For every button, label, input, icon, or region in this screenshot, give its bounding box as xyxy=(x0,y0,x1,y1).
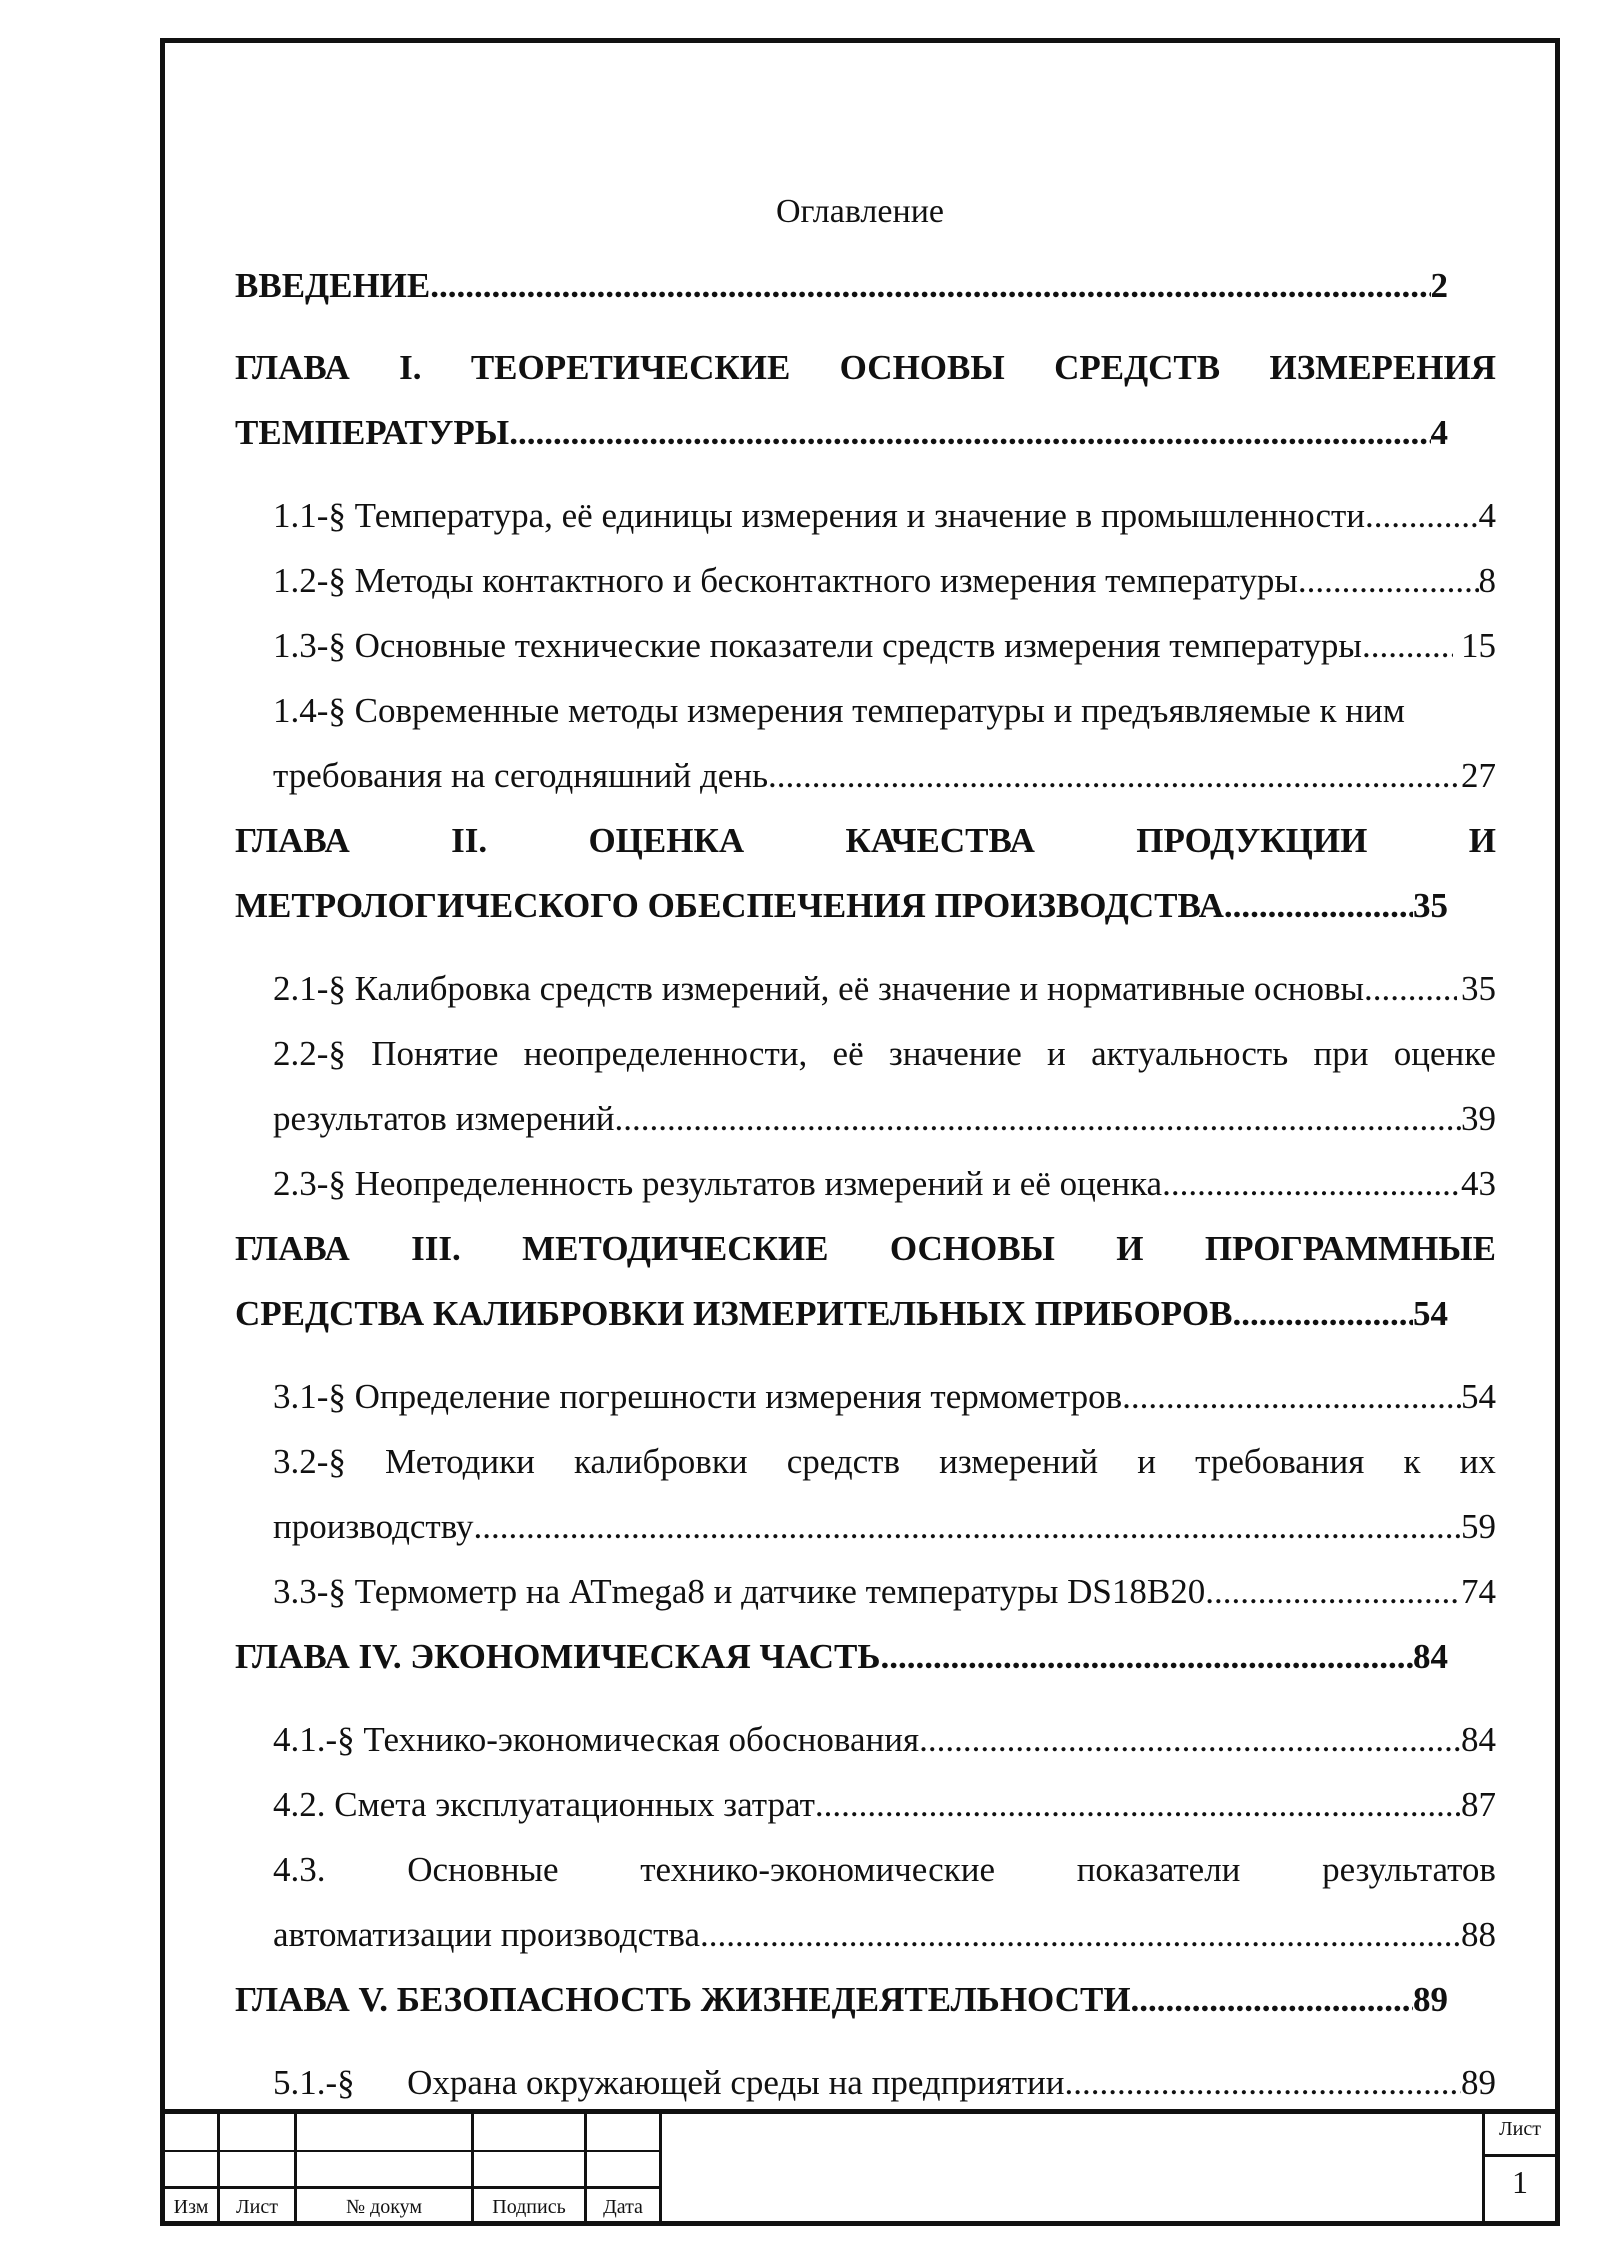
toc-section-3-2-line2[interactable]: производству ..... 59 xyxy=(235,1494,1496,1559)
sheet-number: 1 xyxy=(1512,2164,1528,2200)
toc-word: ПРОГРАММНЫЕ xyxy=(1204,1229,1496,1268)
sheet-number-box xyxy=(1482,2114,1555,2221)
toc-word: и xyxy=(1137,1442,1156,1481)
toc-chapter-3-line1[interactable] xyxy=(235,1216,1496,1281)
toc-section-4-3-line2[interactable]: автоматизации производства ..... 88 xyxy=(235,1902,1496,1967)
toc-word: неопределенности, xyxy=(523,1034,808,1073)
toc-word: I. xyxy=(399,348,422,387)
title-block xyxy=(165,2109,1555,2221)
toc-word: ОСНОВЫ xyxy=(839,348,1005,387)
toc-section-4-1[interactable]: 4.1.-§ Технико-экономическая обоснования ..... 84 xyxy=(235,1707,1496,1772)
toc-entry-intro[interactable]: ВВЕДЕНИЕ ..... 2 xyxy=(235,253,1496,318)
toc-word: показатели xyxy=(1076,1850,1241,1889)
toc-word: И xyxy=(1468,821,1496,860)
toc-word: к xyxy=(1403,1442,1421,1481)
toc-word: 2.2-§ xyxy=(273,1034,346,1073)
toc-chapter-1-line2[interactable]: ТЕМПЕРАТУРЫ ..... 4 xyxy=(235,400,1496,465)
toc-word: технико-экономические xyxy=(640,1850,995,1889)
toc-section-1-4-line1[interactable]: 1.4-§ Современные методы измерения температуры и предъявляемые к ним xyxy=(273,691,1405,730)
toc-word: ГЛАВА xyxy=(235,348,350,387)
toc-word: КАЧЕСТВА xyxy=(845,821,1035,860)
toc-word: ПРОДУКЦИИ xyxy=(1136,821,1368,860)
toc-word: средств xyxy=(786,1442,900,1481)
toc-chapter-2-line1[interactable] xyxy=(235,808,1496,873)
toc-word: СРЕДСТВ xyxy=(1054,348,1221,387)
toc-chapter-2-line2[interactable]: МЕТРОЛОГИЧЕСКОГО ОБЕСПЕЧЕНИЯ ПРОИЗВОДСТВА ..... 35 xyxy=(235,873,1496,938)
toc-section-5-1[interactable]: 5.1.-§ Охрана окружающей среды на предприятии ..... 89 xyxy=(235,2050,1496,2115)
toc-chapter-3-line2[interactable]: СРЕДСТВА КАЛИБРОВКИ ИЗМЕРИТЕЛЬНЫХ ПРИБОРОВ ..... 54 xyxy=(235,1281,1496,1346)
toc-chapter-5[interactable]: ГЛАВА V. БЕЗОПАСНОСТЬ ЖИЗНЕДЕЯТЕЛЬНОСТИ ..... 89 xyxy=(235,1967,1496,2032)
col-date-label: Дата xyxy=(603,2196,643,2218)
toc-word: при xyxy=(1313,1034,1369,1073)
toc-chapter-1-line1[interactable] xyxy=(235,335,1496,400)
toc-word: ГЛАВА xyxy=(235,1229,350,1268)
toc-section-4-2[interactable]: 4.2. Смета эксплуатационных затрат ..... 87 xyxy=(235,1772,1496,1837)
toc-word: И xyxy=(1116,1229,1144,1268)
toc-word: оценке xyxy=(1393,1034,1496,1073)
toc-word: измерений xyxy=(939,1442,1099,1481)
page-frame xyxy=(160,38,1560,2226)
toc-section-2-1[interactable]: 2.1-§ Калибровка средств измерений, её значение и нормативные основы ..... 35 xyxy=(235,956,1496,1021)
col-izm-label: Изм xyxy=(173,2196,209,2218)
toc-word: Методики xyxy=(385,1442,535,1481)
toc-word: значение xyxy=(888,1034,1022,1073)
toc-section-1-3[interactable]: 1.3-§ Основные технические показатели средств измерения температуры ..... 15 xyxy=(235,613,1496,678)
col-signature-label: Подпись xyxy=(492,2196,566,2218)
toc-chapter-4[interactable]: ГЛАВА IV. ЭКОНОМИЧЕСКАЯ ЧАСТЬ ..... 84 xyxy=(235,1624,1496,1689)
toc-section-4-3-line1[interactable] xyxy=(235,1837,1496,1902)
toc-section-3-2-line1[interactable] xyxy=(235,1429,1496,1494)
toc-word: результатов xyxy=(1322,1850,1496,1889)
toc-word: требования xyxy=(1195,1442,1365,1481)
toc-section-2-3[interactable]: 2.3-§ Неопределенность результатов измерений и её оценка ..... 43 xyxy=(235,1151,1496,1216)
toc-word: ИЗМЕРЕНИЯ xyxy=(1269,348,1496,387)
toc-section-2-2-line2[interactable]: результатов измерений ..... 39 xyxy=(235,1086,1496,1151)
toc-word: ГЛАВА xyxy=(235,821,350,860)
toc-word: Основные xyxy=(407,1850,559,1889)
toc-section-1-4-line2[interactable]: требования на сегодняшний день ..... 27 xyxy=(235,743,1496,808)
toc-section-3-1[interactable]: 3.1-§ Определение погрешности измерения термометров ..... 54 xyxy=(235,1364,1496,1429)
toc-word: II. xyxy=(451,821,488,860)
toc-section-2-2-line1[interactable] xyxy=(235,1021,1496,1086)
toc-word: и xyxy=(1047,1034,1066,1073)
col-doc-number-label: № докум xyxy=(345,2196,423,2218)
col-list-label: Лист xyxy=(236,2196,278,2218)
toc-word: Понятие xyxy=(371,1034,499,1073)
toc-word: актуальность xyxy=(1091,1034,1289,1073)
toc-word: их xyxy=(1459,1442,1496,1481)
toc-section-1-2[interactable]: 1.2-§ Методы контактного и бесконтактного измерения температуры ..... 8 xyxy=(235,548,1496,613)
sheet-label: Лист xyxy=(1499,2118,1541,2140)
toc-word: калибровки xyxy=(573,1442,748,1481)
toc-word: 3.2-§ xyxy=(273,1442,346,1481)
toc-word: III. xyxy=(411,1229,461,1268)
toc-word: 4.3. xyxy=(273,1850,326,1889)
table-of-contents xyxy=(235,253,1496,2115)
toc-section-3-3[interactable]: 3.3-§ Термометр на ATmega8 и датчике температуры DS18B20 ..... 74 xyxy=(235,1559,1496,1624)
toc-word: ОЦЕНКА xyxy=(588,821,745,860)
page-title: Оглавление xyxy=(776,193,944,230)
toc-word: МЕТОДИЧЕСКИЕ xyxy=(522,1229,829,1268)
toc-word: её xyxy=(832,1034,864,1073)
toc-word: ТЕОРЕТИЧЕСКИЕ xyxy=(470,348,791,387)
toc-section-1-1[interactable]: 1.1-§ Температура, её единицы измерения и значение в промышленности ..... 4 xyxy=(235,483,1496,548)
toc-word: ОСНОВЫ xyxy=(889,1229,1055,1268)
